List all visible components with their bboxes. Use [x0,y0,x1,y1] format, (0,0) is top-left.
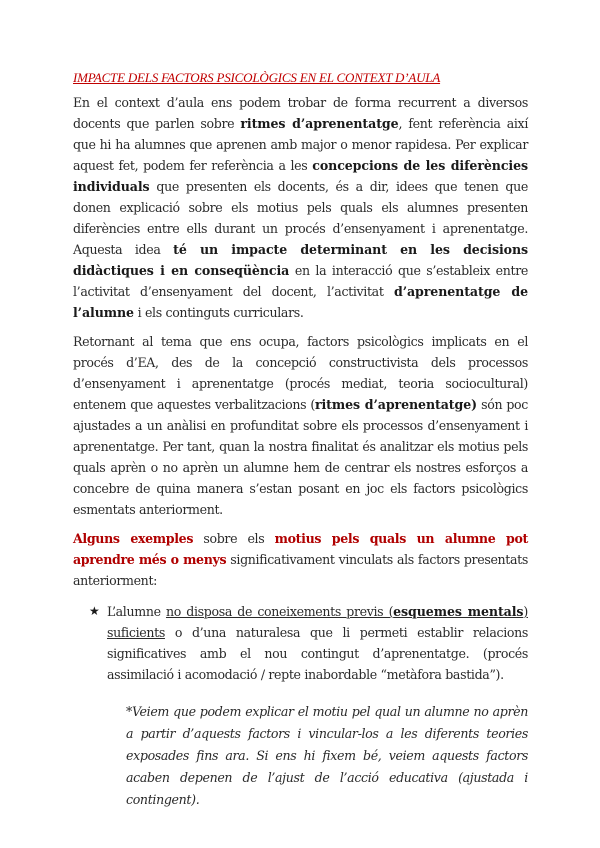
p1-text-1: En el context d’aula ens podem trobar de forma recurrent a diversos docents que parlen sobre [73,95,528,131]
p1-text-5: i els continguts curriculars. [133,305,304,320]
list-text-0: L’alumne [107,604,166,619]
examples-list [73,601,528,685]
list-underline-1: no disposa de coneixements previs ( [165,604,394,619]
document-title: IMPACTE DELS FACTORS PSICOLÒGICS EN EL CONTEXT D’AULA [73,70,441,85]
p1-bold-1: ritmes d’aprenentatge [240,116,399,131]
p1-text-3: que presenten els docents, és a dir, idees que tenen que donen explicació sobre els motius pels quals els alumnes presenten diferències entre ells durant un procés d’ensenyament i aprenentatge. Aquesta idea [73,179,528,257]
list-underline-3: suficients [107,625,165,640]
list-underline-bold [393,604,523,619]
examples-red-2: motius pels quals un alumne pot aprendre més o menys [73,531,529,567]
italic-note: *Veiem que podem explicar el motiu pel qual un alumne no aprèn a partir d’aquests factors i vincular-los a les diferents teories exposades fins ara. Si ens hi fixem bé, veiem aquests factors acaben depenen de l’ajust de l’acció educativa (ajustada i contingent). [126,704,528,807]
paragraph-2 [73,331,528,520]
list-bold-1: esquemes mentals [393,604,524,619]
list-text-2: o d’una naturalesa que li permeti establir relacions significatives amb el nou contingut d’aprenentatge. (procés assimilació i acomodació / repte inabordable “metàfora bastida”). [107,625,528,682]
p1-text-2: , fent referència així que hi ha alumnes que aprenen amb major o menor rapidesa. Per explicar aquest fet, podem fer referència a les [73,116,528,173]
p1-bold-3: té un impacte determinant en les decisions didàctiques i en conseqüència [73,242,528,278]
examples-text-1: sobre els [193,531,275,546]
paragraph-1 [73,92,528,323]
list-item [73,601,528,685]
list-item-text [107,601,528,685]
examples-text-2: significativament vinculats als factors presentats anteriorment: [73,552,529,588]
p1-bold-4: d’aprenentatge de l’alumne [73,284,528,320]
p1-text-4: en la interacció que s’estableix entre l’activitat d’ensenyament del docent, l’activitat [73,263,529,299]
document-body [73,70,528,811]
p2-text-1: Retornant al tema que ens ocupa, factors psicològics implicats en el procés d’EA, des de la concepció constructivista dels processos d’ensenyament i aprenentatge (procés mediat, teoria sociocultural) entenem que aquestes verbalitzacions ( [73,334,528,412]
examples-red-1: Alguns exemples [73,531,194,546]
p2-text-2: són poc ajustades a un anàlisi en profunditat sobre els processos d’ensenyament i aprenentatge. Per tant, quan la nostra finalitat és analitzar els motius pels quals aprèn o no aprèn un alumne hem de centrar els nostres esforços a concebre de quina manera s’estan posant en joc els factors psicològics esmentats anteriorment. [73,397,528,517]
star-bullet-icon: ★ [89,604,100,618]
list-underline-2: ) [523,604,528,619]
p2-bold-1: ritmes d’aprenentatge) [314,397,477,412]
p1-bold-2: concepcions de les diferències individuals [73,158,528,194]
examples-heading [73,528,528,591]
